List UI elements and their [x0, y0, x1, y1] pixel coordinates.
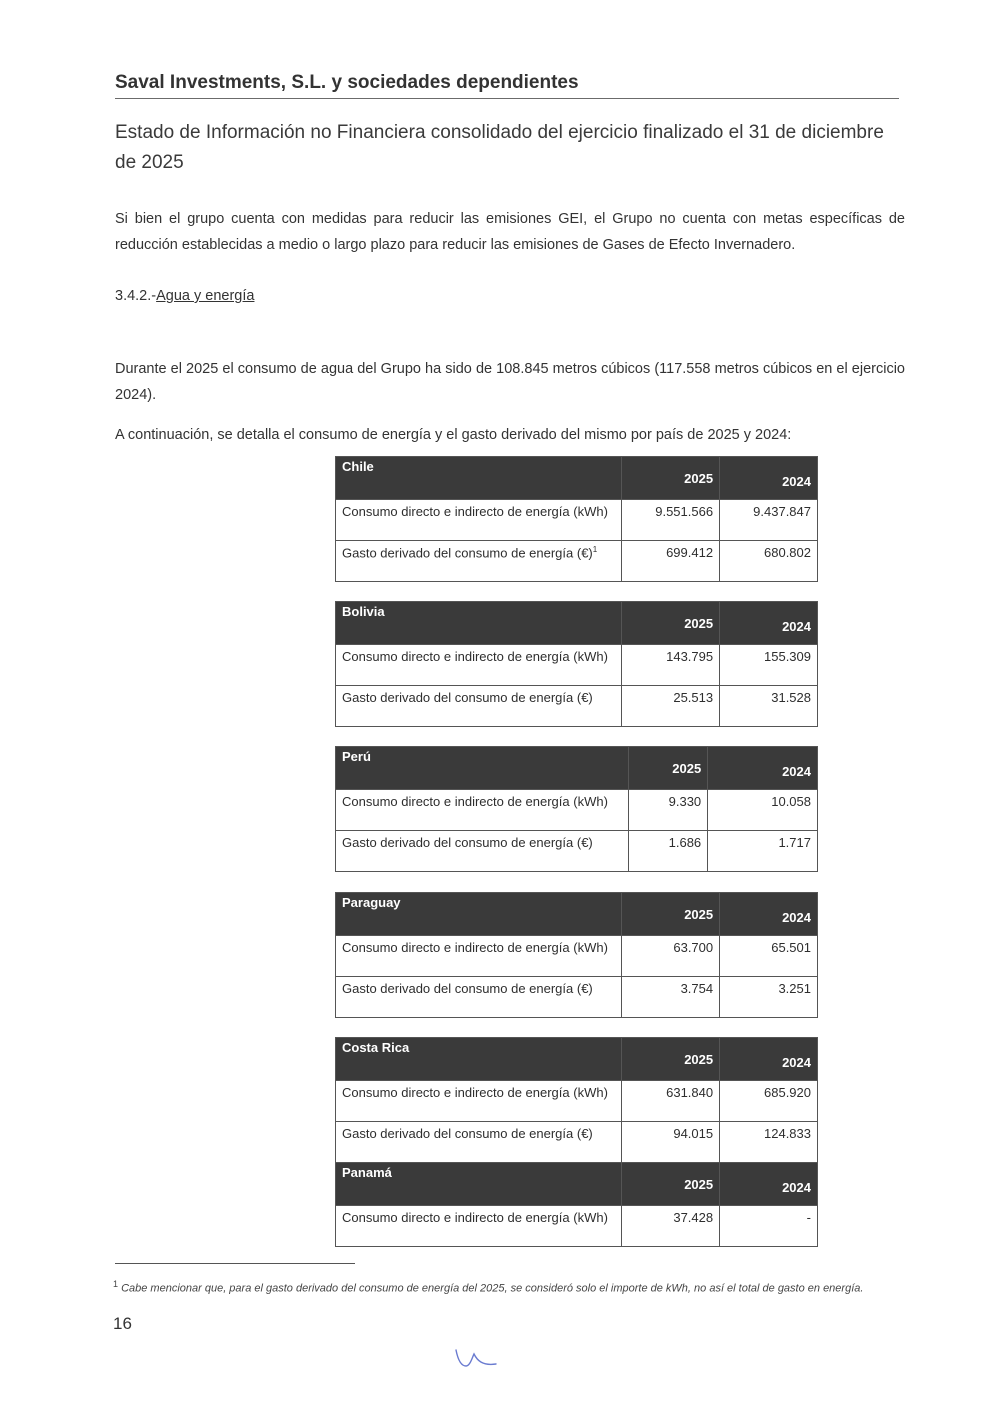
table-row	[336, 686, 818, 727]
table-row	[336, 790, 818, 831]
footnote-text: Cabe mencionar que, para el gasto derivado del consumo de energía del 2025, se consideró solo el importe de kWh, no así el total de gasto en energía.	[121, 1282, 864, 1295]
value-2025: 143.795	[622, 645, 720, 686]
section-title: Agua y energía	[156, 288, 255, 304]
value-2024: 3.251	[720, 977, 818, 1018]
table-row	[336, 1206, 818, 1247]
intro-paragraph: Si bien el grupo cuenta con medidas para reducir las emisiones GEI, el Grupo no cuenta con metas específicas de reducción establecidas a medio o largo plazo para reducir las emisiones de Gases de Efecto Invernadero.	[115, 211, 905, 253]
table-row	[336, 831, 818, 872]
year-header-2024: 2024	[720, 457, 818, 500]
energy-table-costa-rica-panama	[335, 1037, 818, 1247]
value-2025: 94.015	[622, 1122, 720, 1163]
row-label	[336, 541, 622, 582]
section-number: 3.4.2.-	[115, 288, 157, 304]
page-number: 16	[113, 1314, 132, 1333]
value-2024: 31.528	[720, 686, 818, 727]
year-header-2025: 2025	[622, 457, 720, 500]
value-2024: 155.309	[720, 645, 818, 686]
footnote-marker: 1	[592, 545, 598, 554]
value-2024: 124.833	[720, 1122, 818, 1163]
value-2025: 3.754	[622, 977, 720, 1018]
table-row	[336, 1081, 818, 1122]
country-name: Paraguay	[336, 893, 622, 936]
energy-table-bolivia	[335, 601, 818, 727]
year-header-2025: 2025	[622, 893, 720, 936]
value-2024: 10.058	[708, 790, 818, 831]
country-name: Perú	[336, 747, 629, 790]
value-2024: 9.437.847	[720, 500, 818, 541]
year-header-2024: 2024	[720, 893, 818, 936]
value-2024: 1.717	[708, 831, 818, 872]
year-header-2025: 2025	[622, 602, 720, 645]
row-label: Consumo directo e indirecto de energía (kWh)	[336, 645, 622, 686]
table-row	[336, 936, 818, 977]
country-name: Bolivia	[336, 602, 622, 645]
value-2025: 631.840	[622, 1081, 720, 1122]
value-2025: 9.551.566	[622, 500, 720, 541]
signature-mark	[452, 1344, 502, 1372]
energy-intro: A continuación, se detalla el consumo de energía y el gasto derivado del mismo por país de 2025 y 2024:	[115, 427, 792, 443]
row-label: Consumo directo e indirecto de energía (kWh)	[336, 1081, 622, 1122]
energy-table-paraguay	[335, 892, 818, 1018]
row-label: Gasto derivado del consumo de energía (€)	[336, 1122, 622, 1163]
table-header-row	[336, 457, 818, 500]
footnote	[113, 1276, 903, 1297]
table-header-row	[336, 747, 818, 790]
value-2025: 25.513	[622, 686, 720, 727]
table-row	[336, 645, 818, 686]
year-header-2024: 2024	[720, 1163, 818, 1206]
value-2024: 685.920	[720, 1081, 818, 1122]
table-row	[336, 1122, 818, 1163]
section-heading	[115, 288, 254, 304]
table-row	[336, 977, 818, 1018]
year-header-2024: 2024	[708, 747, 818, 790]
table-row	[336, 500, 818, 541]
value-2025: 9.330	[629, 790, 708, 831]
row-label: Consumo directo e indirecto de energía (kWh)	[336, 1206, 622, 1247]
energy-table-peru	[335, 746, 818, 872]
water-paragraph: Durante el 2025 el consumo de agua del Grupo ha sido de 108.845 metros cúbicos (117.558 metros cúbicos en el ejercicio 2024).	[115, 361, 905, 403]
table-header-row	[336, 1163, 818, 1206]
country-name: Costa Rica	[336, 1038, 622, 1081]
energy-table-chile	[335, 456, 818, 582]
value-2025: 37.428	[622, 1206, 720, 1247]
year-header-2025: 2025	[622, 1038, 720, 1081]
row-label-text: Gasto derivado del consumo de energía (€)	[342, 545, 593, 561]
country-name: Chile	[336, 457, 622, 500]
value-2024: 680.802	[720, 541, 818, 582]
row-label: Consumo directo e indirecto de energía (kWh)	[336, 790, 629, 831]
table-header-row	[336, 602, 818, 645]
value-2024: 65.501	[720, 936, 818, 977]
table-row	[336, 541, 818, 582]
value-2025: 699.412	[622, 541, 720, 582]
row-label: Consumo directo e indirecto de energía (kWh)	[336, 500, 622, 541]
table-header-row	[336, 1038, 818, 1081]
year-header-2025: 2025	[629, 747, 708, 790]
row-label: Gasto derivado del consumo de energía (€)	[336, 686, 622, 727]
value-2024: -	[720, 1206, 818, 1247]
country-name: Panamá	[336, 1163, 622, 1206]
year-header-2024: 2024	[720, 602, 818, 645]
company-header: Saval Investments, S.L. y sociedades dependientes	[115, 72, 899, 99]
row-label: Gasto derivado del consumo de energía (€)	[336, 977, 622, 1018]
footnote-divider	[115, 1263, 355, 1264]
year-header-2024: 2024	[720, 1038, 818, 1081]
value-2025: 63.700	[622, 936, 720, 977]
document-subtitle: Estado de Información no Financiera consolidado del ejercicio finalizado el 31 de diciembre de 2025	[115, 122, 884, 173]
value-2025: 1.686	[629, 831, 708, 872]
footnote-number: 1	[113, 1279, 119, 1289]
row-label: Gasto derivado del consumo de energía (€)	[336, 831, 629, 872]
table-header-row	[336, 893, 818, 936]
row-label: Consumo directo e indirecto de energía (kWh)	[336, 936, 622, 977]
year-header-2025: 2025	[622, 1163, 720, 1206]
